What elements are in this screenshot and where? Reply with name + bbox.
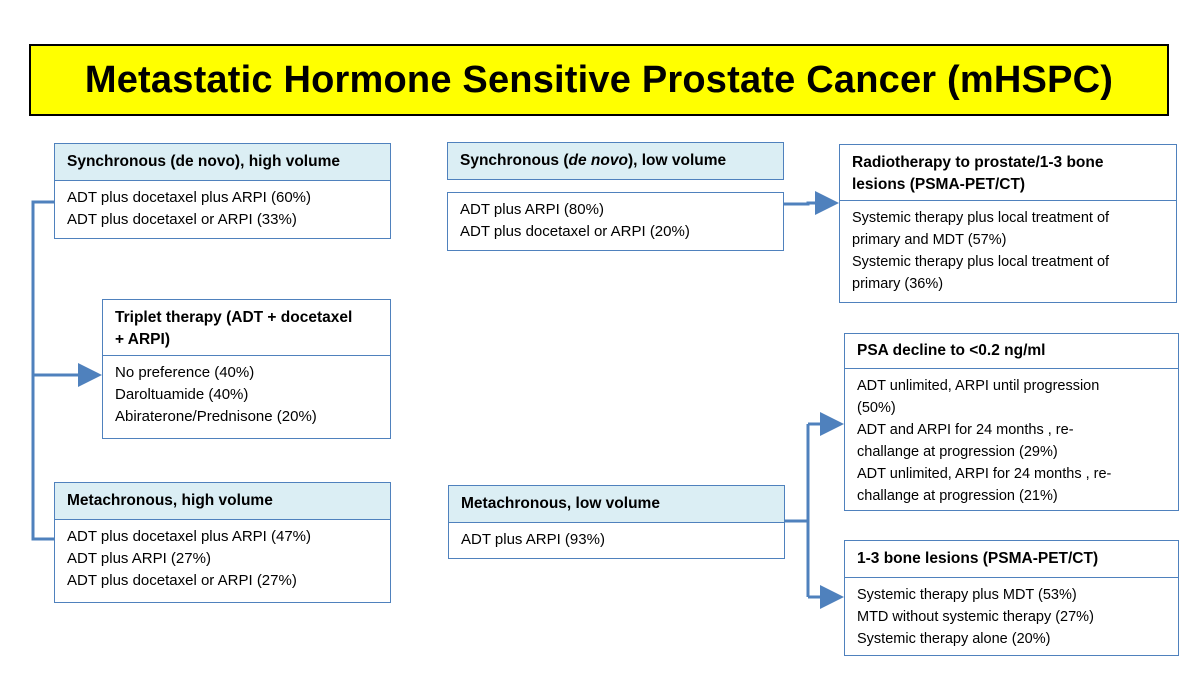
header-italic-text: de novo	[568, 152, 628, 169]
list-item: MTD without systemic therapy (27%)	[857, 609, 1094, 625]
list-item: ADT and ARPI for 24 months , re-	[857, 422, 1074, 438]
list-item: Systemic therapy plus local treatment of	[852, 254, 1110, 270]
list-item: Daroltuamide (40%)	[115, 386, 249, 403]
left-bracket-line	[33, 202, 54, 539]
list-item: ADT plus docetaxel plus ARPI (47%)	[67, 528, 312, 545]
list-item: ADT plus docetaxel or ARPI (27%)	[67, 572, 297, 589]
meta-high-header: Metachronous, high volume	[54, 482, 391, 520]
list-item: challange at progression (21%)	[857, 488, 1058, 504]
list-item: ADT plus docetaxel or ARPI (20%)	[460, 223, 690, 240]
list-item: ADT unlimited, ARPI until progression	[857, 378, 1100, 394]
list-item: Systemic therapy alone (20%)	[857, 631, 1051, 647]
list-item: Systemic therapy plus MDT (53%)	[857, 587, 1077, 603]
header-text: ), low volume	[627, 152, 727, 169]
list-item: (50%)	[857, 400, 896, 416]
list-item: Systemic therapy plus local treatment of	[852, 210, 1110, 226]
triplet-header-line: + ARPI)	[115, 331, 170, 348]
list-item: ADT plus ARPI (27%)	[67, 550, 211, 567]
arrow-to-radiotherapy	[784, 203, 836, 204]
triplet-header-line: Triplet therapy (ADT + docetaxel	[115, 309, 353, 326]
list-item: ADT plus ARPI (80%)	[460, 201, 604, 218]
list-item: ADT plus docetaxel plus ARPI (60%)	[67, 189, 312, 206]
psa-header: PSA decline to <0.2 ng/ml	[844, 333, 1179, 369]
list-item: Abiraterone/Prednisone (20%)	[115, 408, 317, 425]
list-item: ADT plus ARPI (93%)	[461, 531, 605, 548]
list-item: ADT plus docetaxel or ARPI (33%)	[67, 211, 297, 228]
header-text: Synchronous (	[460, 152, 569, 169]
radiotherapy-header-line: lesions (PSMA-PET/CT)	[852, 176, 1026, 193]
list-item: ADT unlimited, ARPI for 24 months , re-	[857, 466, 1112, 482]
list-item: No preference (40%)	[115, 364, 255, 381]
page-title: Metastatic Hormone Sensitive Prostate Cancer (mHSPC)	[29, 44, 1169, 116]
radiotherapy-header-line: Radiotherapy to prostate/1-3 bone	[852, 154, 1104, 171]
bone-header: 1-3 bone lesions (PSMA-PET/CT)	[844, 540, 1179, 578]
meta-low-header: Metachronous, low volume	[448, 485, 785, 523]
list-item: challange at progression (29%)	[857, 444, 1058, 460]
list-item: primary (36%)	[852, 276, 944, 292]
sync-high-header: Synchronous (de novo), high volume	[54, 143, 391, 181]
list-item: primary and MDT (57%)	[852, 232, 1007, 248]
